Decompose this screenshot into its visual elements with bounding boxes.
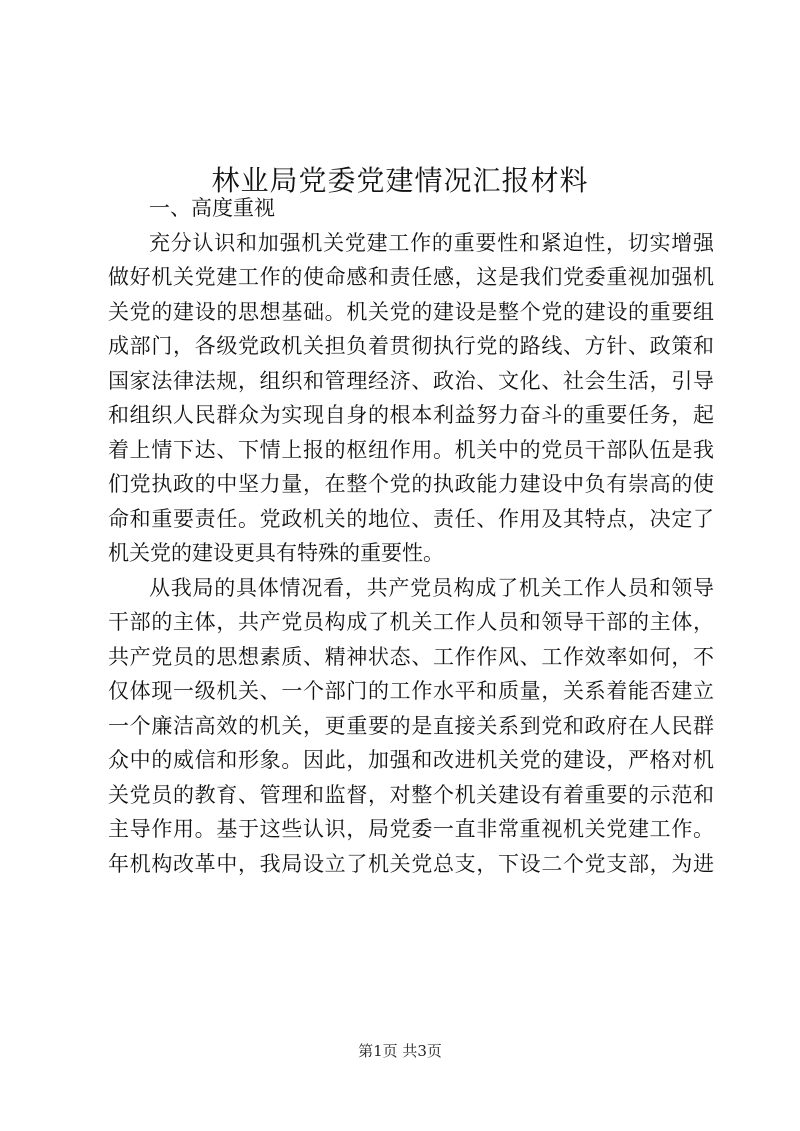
paragraph-line: 关党员的教育、管理和监督，对整个机关建设有着重要的示范和 — [108, 782, 714, 807]
paragraph-line: 充分认识和加强机关党建工作的重要性和紧迫性，切实增强 — [149, 230, 714, 255]
paragraph-line: 年机构改革中，我局设立了机关党总支，下设二个党支部，为进 — [108, 851, 714, 876]
paragraph-bureau-situation — [108, 571, 714, 882]
paragraph-line: 干部的主体，共产党员构成了机关工作人员和领导干部的主体， — [108, 610, 714, 634]
paragraph-line: 和组织人民群众为实现自身的根本利益努力奋斗的重要任务，起 — [108, 403, 714, 427]
paragraph-line: 从我局的具体情况看，共产党员构成了机关工作人员和领导 — [149, 575, 714, 600]
paragraph-line: 众中的威信和形象。因此，加强和改进机关党的建设，严格对机 — [108, 748, 714, 772]
paragraph-line: 机关党的建设更具有特殊的重要性。 — [108, 541, 444, 565]
paragraph-importance — [108, 226, 714, 571]
document-title: 林业局党委党建情况汇报材料 — [211, 163, 589, 197]
paragraph-line: 关党的建设的思想基础。机关党的建设是整个党的建设的重要组 — [108, 299, 714, 324]
page-number-footer: 第1页 共3页 — [358, 1042, 442, 1060]
paragraph-line: 做好机关党建工作的使命感和责任感，这是我们党委重视加强机 — [108, 265, 714, 289]
document-body — [108, 191, 714, 881]
paragraph-line: 共产党员的思想素质、精神状态、工作作风、工作效率如何，不 — [108, 644, 714, 669]
paragraph-line: 仅体现一级机关、一个部门的工作水平和质量，关系着能否建立 — [108, 679, 714, 703]
section-heading: 一、高度重视 — [149, 196, 275, 220]
paragraph-line: 成部门，各级党政机关担负着贯彻执行党的路线、方针、政策和 — [108, 334, 714, 358]
paragraph-line: 着上情下达、下情上报的枢纽作用。机关中的党员干部队伍是我 — [108, 437, 714, 462]
paragraph-line: 一个廉洁高效的机关，更重要的是直接关系到党和政府在人民群 — [108, 713, 714, 738]
paragraph-line: 国家法律法规，组织和管理经济、政治、文化、社会生活，引导 — [108, 368, 714, 393]
paragraph-line: 命和重要责任。党政机关的地位、责任、作用及其特点，决定了 — [108, 506, 714, 531]
paragraph-line: 们党执政的中坚力量，在整个党的执政能力建设中负有崇高的使 — [108, 472, 714, 496]
paragraph-line: 主导作用。基于这些认识，局党委一直非常重视机关党建工作。 — [108, 817, 714, 841]
